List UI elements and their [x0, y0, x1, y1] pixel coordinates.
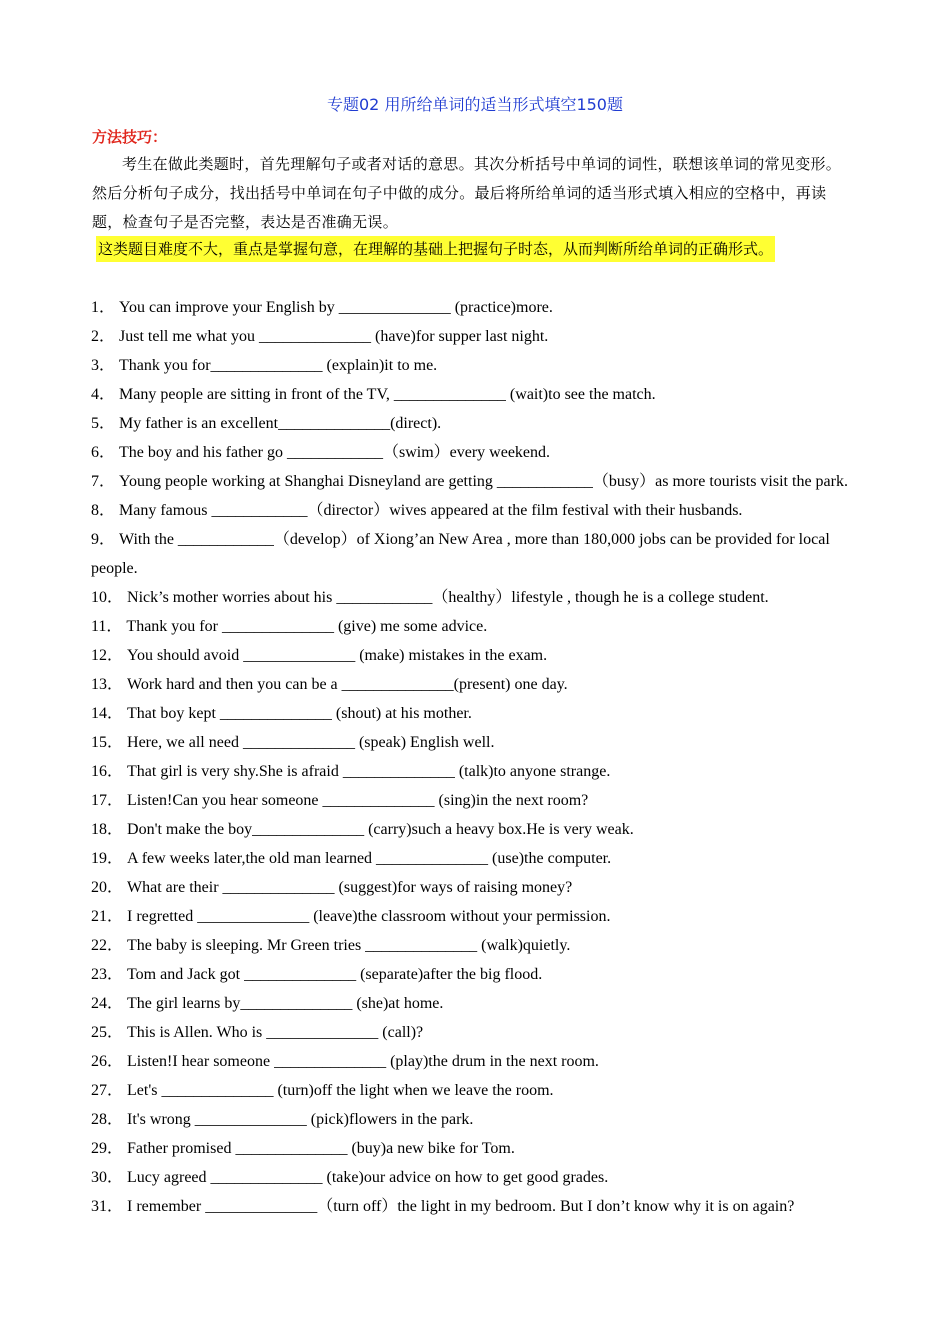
question-text: With the ____________（develop）of Xiong’an New Area , more than 180,000 jobs can be provided for local people.: [91, 531, 830, 577]
question-item: [91, 525, 851, 583]
intro-paragraph: 考生在做此类题时，首先理解句子或者对话的意思。其次分析括号中单词的词性，联想该单词的常见变形。然后分析句子成分，找出括号中单词在句子中做的成分。最后将所给单词的适当形式填入相应的空格中，再读题，检查句子是否完整，表达是否准确无误。: [92, 155, 842, 231]
question-item: [91, 1105, 851, 1134]
question-number: 23．: [91, 966, 124, 983]
question-item: [91, 670, 851, 699]
question-item: [91, 1192, 851, 1221]
question-number: 22．: [91, 937, 124, 954]
question-number: 21．: [91, 908, 124, 925]
question-text: The baby is sleeping. Mr Green tries ______________ (walk)quietly.: [127, 937, 571, 954]
question-item: [91, 989, 851, 1018]
question-number: 27．: [91, 1082, 124, 1099]
highlighted-tip: 这类题目难度不大，重点是掌握句意，在理解的基础上把握句子时态，从而判断所给单词的正确形式。: [96, 236, 775, 262]
question-item: [91, 960, 851, 989]
question-text: Lucy agreed ______________ (take)our advice on how to get good grades.: [127, 1169, 609, 1186]
question-text: A few weeks later,the old man learned ______________ (use)the computer.: [127, 850, 612, 867]
question-item: [91, 612, 851, 641]
question-text: What are their ______________ (suggest)for ways of raising money?: [127, 879, 573, 896]
question-item: [91, 1018, 851, 1047]
question-number: 19．: [91, 850, 124, 867]
question-text: Just tell me what you ______________ (have)for supper last night.: [119, 328, 549, 345]
question-number: 10．: [91, 589, 124, 606]
question-item: [91, 322, 851, 351]
question-text: This is Allen. Who is ______________ (call)?: [127, 1024, 424, 1041]
page-title: 专题02 用所给单词的适当形式填空150题: [327, 95, 623, 114]
question-item: [91, 786, 851, 815]
question-item: [91, 380, 851, 409]
question-text: Here, we all need ______________ (speak) English well.: [127, 734, 495, 751]
question-number: 8．: [91, 502, 116, 519]
question-number: 25．: [91, 1024, 124, 1041]
question-number: 2．: [91, 328, 116, 345]
question-list: [91, 293, 851, 1221]
question-number: 7．: [91, 473, 116, 490]
question-number: 30．: [91, 1169, 124, 1186]
question-item: [91, 931, 851, 960]
question-number: 26．: [91, 1053, 124, 1070]
question-text: That boy kept ______________ (shout) at his mother.: [127, 705, 472, 722]
question-text: Listen!I hear someone ______________ (play)the drum in the next room.: [127, 1053, 599, 1070]
question-number: 24．: [91, 995, 124, 1012]
question-text: The boy and his father go ____________（swim）every weekend.: [119, 444, 551, 461]
question-text: Young people working at Shanghai Disneyland are getting ____________（busy）as more tourists visit the park.: [119, 473, 848, 490]
question-text: Tom and Jack got ______________ (separate)after the big flood.: [127, 966, 543, 983]
question-item: [91, 1047, 851, 1076]
question-number: 4．: [91, 386, 116, 403]
question-item: [91, 293, 851, 322]
question-item: [91, 815, 851, 844]
question-number: 28．: [91, 1111, 124, 1128]
question-number: 12．: [91, 647, 124, 664]
question-text: Father promised ______________ (buy)a new bike for Tom.: [127, 1140, 515, 1157]
question-number: 16．: [91, 763, 124, 780]
question-item: [91, 728, 851, 757]
question-number: 29．: [91, 1140, 124, 1157]
question-number: 20．: [91, 879, 124, 896]
question-text: It's wrong ______________ (pick)flowers in the park.: [127, 1111, 474, 1128]
question-number: 1．: [91, 299, 116, 316]
question-text: Let's ______________ (turn)off the light when we leave the room.: [127, 1082, 554, 1099]
question-text: Listen!Can you hear someone ______________ (sing)in the next room?: [127, 792, 589, 809]
question-number: 5．: [91, 415, 116, 432]
question-text: Work hard and then you can be a ______________(present) one day.: [127, 676, 568, 693]
question-item: [91, 1076, 851, 1105]
question-number: 15．: [91, 734, 124, 751]
question-text: Don't make the boy______________ (carry)such a heavy box.He is very weak.: [127, 821, 634, 838]
question-item: [91, 496, 851, 525]
question-number: 18．: [91, 821, 124, 838]
question-item: [91, 902, 851, 931]
question-number: 9．: [91, 531, 116, 548]
question-text: That girl is very shy.She is afraid ______________ (talk)to anyone strange.: [127, 763, 611, 780]
question-item: [91, 467, 851, 496]
question-item: [91, 583, 851, 612]
question-number: 13．: [91, 676, 124, 693]
question-number: 31．: [91, 1198, 124, 1215]
question-number: 3．: [91, 357, 116, 374]
question-item: [91, 844, 851, 873]
question-item: [91, 873, 851, 902]
question-text: My father is an excellent______________(direct).: [119, 415, 442, 432]
question-item: [91, 1134, 851, 1163]
question-number: 11．: [91, 618, 123, 635]
question-text: You can improve your English by ______________ (practice)more.: [119, 299, 553, 316]
question-text: Nick’s mother worries about his ____________（healthy）lifestyle , though he is a college student.: [127, 589, 769, 606]
question-number: 6．: [91, 444, 116, 461]
question-item: [91, 1163, 851, 1192]
question-item: [91, 699, 851, 728]
question-text: Many famous ____________（director）wives appeared at the film festival with their husbands.: [119, 502, 743, 519]
question-text: Many people are sitting in front of the TV, ______________ (wait)to see the match.: [119, 386, 656, 403]
question-text: Thank you for ______________ (give) me some advice.: [126, 618, 488, 635]
question-item: [91, 351, 851, 380]
question-text: You should avoid ______________ (make) mistakes in the exam.: [127, 647, 548, 664]
question-item: [91, 438, 851, 467]
method-label: 方法技巧：: [92, 128, 168, 146]
question-item: [91, 409, 851, 438]
question-text: Thank you for______________ (explain)it to me.: [119, 357, 438, 374]
question-text: I regretted ______________ (leave)the classroom without your permission.: [127, 908, 611, 925]
question-item: [91, 757, 851, 786]
question-item: [91, 641, 851, 670]
question-number: 17．: [91, 792, 124, 809]
question-number: 14．: [91, 705, 124, 722]
question-text: The girl learns by______________ (she)at home.: [127, 995, 444, 1012]
question-text: I remember ______________（turn off）the light in my bedroom. But I don’t know why it is on again?: [127, 1198, 795, 1215]
